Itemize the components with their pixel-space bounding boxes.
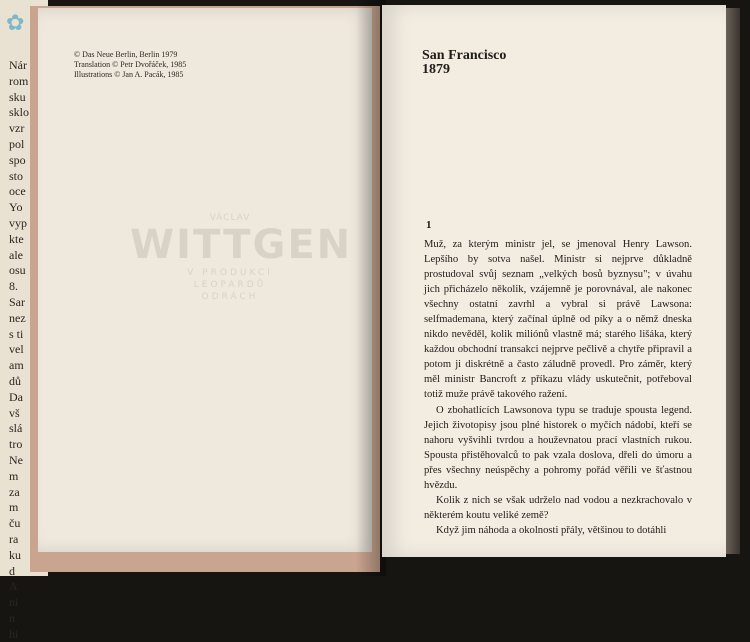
background-page-line: dů	[9, 373, 21, 388]
bleed-through-subtitle: LEOPARDŮ	[193, 280, 267, 290]
background-page-line: oce	[9, 184, 26, 199]
section-number: 1	[426, 219, 432, 231]
background-page-line: rom	[9, 73, 29, 88]
bleed-through-subtitle: V PRODUKCI	[187, 268, 273, 278]
background-page-line: nez	[9, 310, 26, 325]
page-edges	[726, 8, 740, 554]
background-page-line: vzr	[9, 121, 25, 136]
bleed-through-heading: WITTGEN	[130, 222, 353, 268]
bleed-through-subtitle: ODRÁCH	[201, 292, 259, 302]
paragraph: Kolik z nich se však udrželo nad vodou a nezkrachovalo v některém koutu veliké země?	[424, 494, 692, 521]
background-page-line: A	[9, 579, 18, 594]
bleed-through-author: VÁCLAV	[209, 213, 251, 223]
background-page-line: am	[9, 358, 24, 373]
background-page-line: 8.	[9, 279, 18, 294]
background-page-line: pol	[9, 136, 25, 151]
left-page	[38, 8, 372, 552]
background-page-line: sklo	[9, 105, 30, 120]
background-page-line: vš	[9, 405, 20, 420]
background-page-line: vyp	[9, 215, 27, 230]
ornament-icon: ✿	[6, 10, 25, 35]
copyright-line: Illustrations © Jan A. Pacák, 1985	[74, 70, 184, 79]
background-page-line: Nár	[9, 58, 27, 72]
background-page-line: n	[9, 610, 15, 625]
chapter-place: San Francisco	[422, 48, 507, 63]
copyright-line: © Das Neue Berlin, Berlin 1979	[74, 50, 178, 59]
background-page-line: za	[9, 484, 20, 499]
paragraph: Když jim náhoda a okolnosti přály, většinou to dotáhli	[436, 524, 667, 536]
background-page-line: ra	[9, 531, 19, 546]
background-page-line: sto	[9, 168, 24, 183]
paragraph: O zbohatlících Lawsonova typu se traduje spousta legend. Jejich životopisy jsou plné historek o myčích nádobí, kteří se nahoru vyšvihli tvrdou a houževnatou prací vlastních rukou. Spousta přistěhovalců to pak vzala doslova, dřeli do úmoru a přes všechny neúspěchy a pohromy pořád věřili ve šťastnou hvězdu.	[424, 404, 692, 491]
background-page-line: Sar	[9, 294, 25, 309]
background-page-line: hi	[9, 626, 19, 641]
copyright-notice	[74, 50, 186, 80]
background-page-line: spo	[9, 152, 26, 167]
right-page	[382, 5, 726, 557]
background-page-line: m	[9, 468, 19, 483]
background-page-line: d	[9, 563, 15, 578]
background-page-line: vel	[9, 342, 24, 357]
background-page-line: slá	[9, 421, 23, 436]
background-page-line: sku	[9, 89, 26, 104]
bleed-through-title	[130, 213, 353, 303]
background-page-line: ale	[9, 247, 23, 262]
background-page-line: s ti	[9, 326, 24, 341]
background-page-line: osu	[9, 263, 26, 278]
copyright-line: Translation © Petr Dvořáček, 1985	[74, 60, 187, 69]
background-page-line: Ne	[9, 452, 23, 467]
paragraph: Muž, za kterým ministr jel, se jmenoval Henry Lawson. Lepšího by sotva našel. Ministr si nejprve důkladně prostudoval svůj seznam „velkých bosů byznysu"; v úvahu jich přicházelo několik, vzájemně je porovnával, ale nakonec všechny ostatní zavrhl a vybral si právě Lawsona: selfmademana, který začínal úplně od píky a o němž dneska nikdo nevěděl, kolik miliónů vlastně má; starého lišáka, který každou obchodní transakci nejprve pečlivě a chytře připravil a potom ji diskrétně a často záludně provedl. Pro záměr, který měl ministr Bancroft z příkazu vlády uskutečnit, potřeboval totiž muže právě takového ražení.	[424, 239, 692, 401]
background-page-line: m	[9, 500, 19, 515]
chapter-year: 1879	[422, 62, 450, 77]
background-page-line: Yo	[9, 200, 23, 215]
background-page-line: ku	[9, 547, 21, 562]
body-text	[424, 237, 692, 538]
background-page-line: Da	[9, 389, 23, 404]
background-page-line: ču	[9, 516, 21, 531]
chapter-heading	[422, 49, 506, 77]
background-page-line: ni	[9, 595, 19, 610]
background-page-line: kte	[9, 231, 24, 246]
background-page-line: tro	[9, 437, 23, 452]
